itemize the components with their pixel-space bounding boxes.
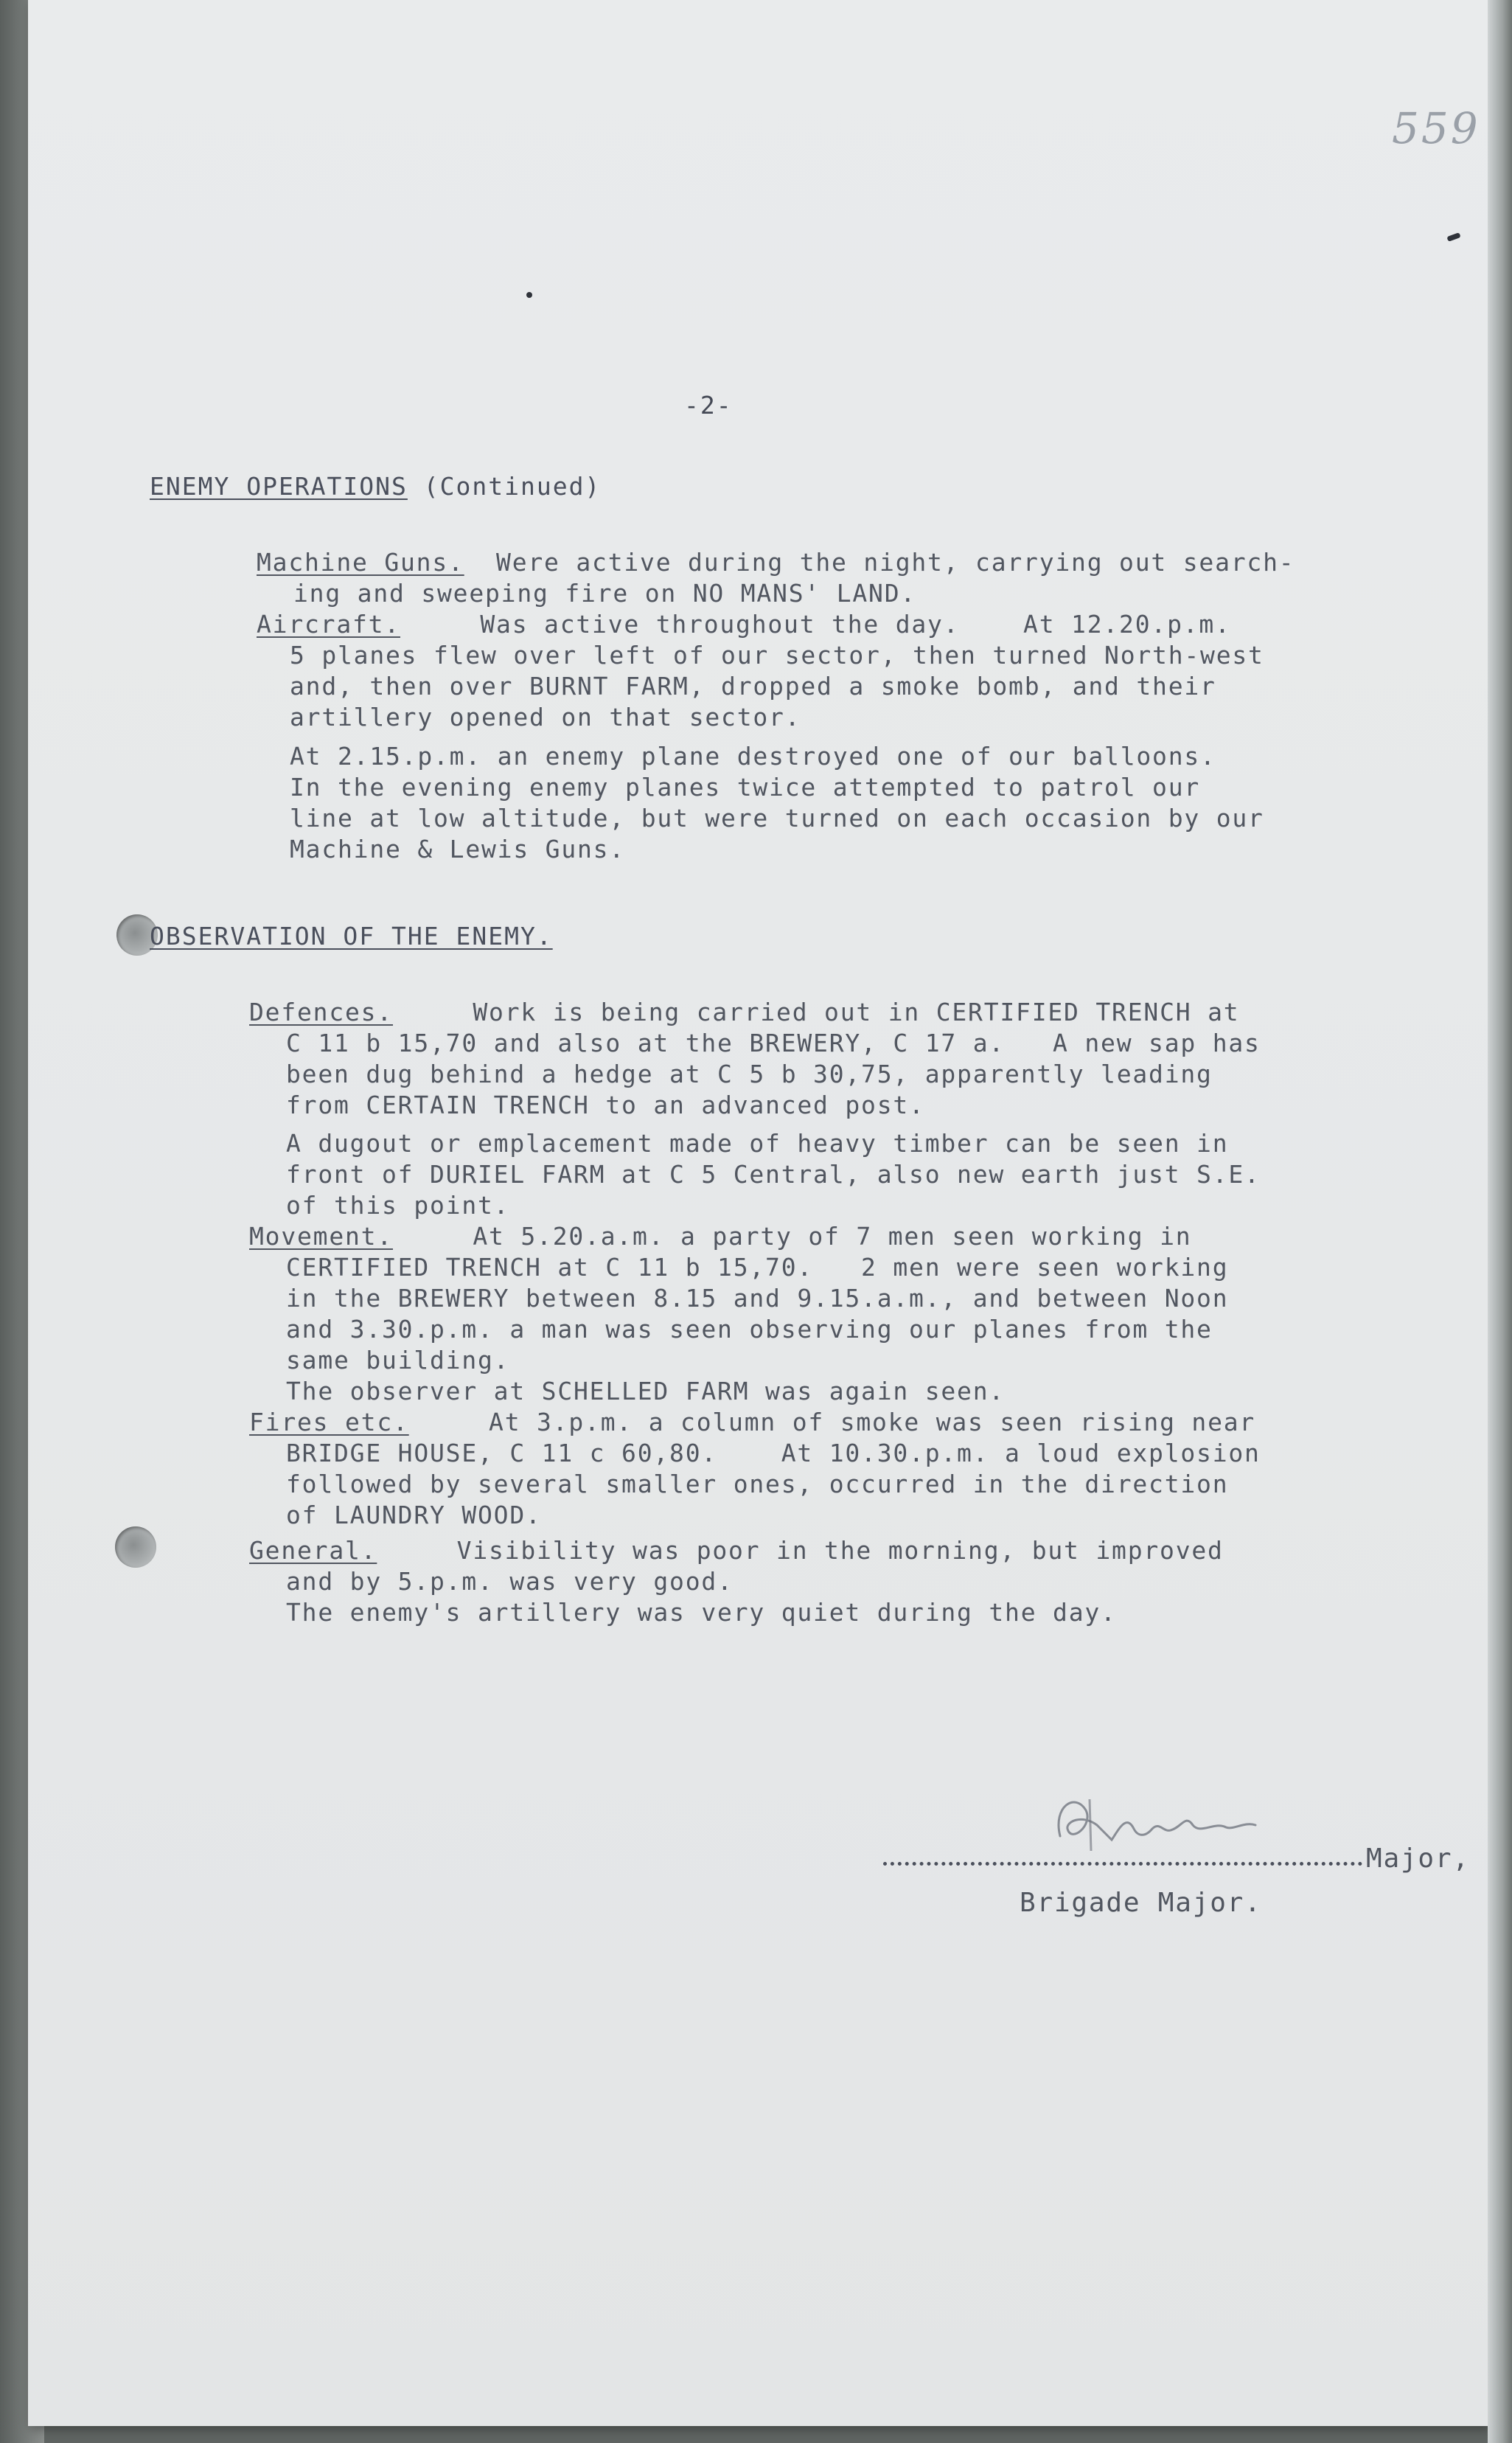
fires-line-2: BRIDGE HOUSE, C 11 c 60,80. At 10.30.p.m. a loud explosion [286, 1439, 1261, 1467]
aircraft-line-3: and, then over BURNT FARM, dropped a smoke bomb, and their [290, 672, 1216, 701]
aircraft-line-2: 5 planes flew over left of our sector, then turned North-west [290, 641, 1264, 670]
fires-line-1 [249, 1407, 1255, 1438]
movement-line-3: in the BREWERY between 8.15 and 9.15.a.m., and between Noon [286, 1284, 1229, 1313]
defences-line-4: from CERTAIN TRENCH to an advanced post. [286, 1091, 925, 1119]
signature-title: Brigade Major. [1020, 1888, 1262, 1918]
label-aircraft: Aircraft. [257, 610, 401, 639]
label-defences: Defences. [249, 998, 394, 1026]
aircraft-line-4: artillery opened on that sector. [290, 703, 801, 731]
aircraft-line-7: line at low altitude, but were turned on each occasion by our [290, 804, 1264, 833]
text-machine-guns-1: Were active during the night, carrying out search- [464, 548, 1295, 577]
text-movement-1: At 5.20.a.m. a party of 7 men seen working in [393, 1222, 1192, 1251]
archive-page-number: 559 [1392, 103, 1480, 153]
text-fires-1: At 3.p.m. a column of smoke was seen rising near [408, 1408, 1256, 1436]
fires-line-4: of LAUNDRY WOOD. [286, 1501, 542, 1529]
punch-hole-bottom [115, 1526, 156, 1568]
fires-line-3: followed by several smaller ones, occurred in the direction [286, 1470, 1229, 1498]
defences-line-6: front of DURIEL FARM at C 5 Central, also new earth just S.E. [286, 1160, 1261, 1189]
label-fires: Fires etc. [249, 1408, 409, 1436]
document-sheet [28, 0, 1488, 2426]
label-machine-guns: Machine Guns. [257, 548, 464, 577]
text-aircraft-1: Was active throughout the day. At 12.20.p.m. [400, 610, 1231, 639]
heading-enemy-operations-title: ENEMY OPERATIONS [150, 472, 408, 501]
text-defences-1: Work is being carried out in CERTIFIED TRENCH at [393, 998, 1240, 1026]
signature-rank: Major, [1366, 1843, 1470, 1874]
movement-line-2: CERTIFIED TRENCH at C 11 b 15,70. 2 men were seen working [286, 1253, 1229, 1282]
defences-line-2: C 11 b 15,70 and also at the BREWERY, C 17 a. A new sap has [286, 1029, 1261, 1057]
heading-enemy-operations [150, 472, 601, 501]
sheet-number: -2- [684, 391, 733, 420]
machine-guns-line-2: ing and sweeping fire on NO MANS' LAND. [293, 579, 917, 608]
ink-speck [526, 292, 532, 298]
ink-mark [1446, 232, 1460, 242]
machine-guns-line-1 [257, 547, 1295, 578]
general-line-1 [249, 1535, 1224, 1566]
aircraft-line-1 [257, 609, 1231, 640]
signature-dotted-line [883, 1862, 1362, 1869]
aircraft-line-5: At 2.15.p.m. an enemy plane destroyed one of our balloons. [290, 742, 1216, 771]
aircraft-line-8: Machine & Lewis Guns. [290, 835, 626, 863]
heading-observation: OBSERVATION OF THE ENEMY. [150, 922, 553, 951]
defences-line-5: A dugout or emplacement made of heavy timber can be seen in [286, 1129, 1229, 1158]
general-line-2: and by 5.p.m. was very good. [286, 1567, 734, 1596]
label-movement: Movement. [249, 1222, 394, 1251]
background-right-edge [1488, 0, 1512, 2443]
defences-line-3: been dug behind a hedge at C 5 b 30,75, apparently leading [286, 1060, 1213, 1088]
handwritten-signature [1045, 1785, 1289, 1873]
movement-line-6: The observer at SCHELLED FARM was again seen. [286, 1377, 1006, 1405]
general-line-3: The enemy's artillery was very quiet during the day. [286, 1598, 1117, 1627]
movement-line-5: same building. [286, 1346, 510, 1375]
text-general-1: Visibility was poor in the morning, but improved [377, 1536, 1224, 1565]
movement-line-1 [249, 1221, 1191, 1252]
aircraft-line-6: In the evening enemy planes twice attempted to patrol our [290, 773, 1201, 802]
label-general: General. [249, 1536, 377, 1565]
defences-line-1 [249, 997, 1239, 1028]
heading-continued: (Continued) [407, 472, 602, 501]
defences-line-7: of this point. [286, 1191, 510, 1220]
movement-line-4: and 3.30.p.m. a man was seen observing our planes from the [286, 1315, 1213, 1344]
